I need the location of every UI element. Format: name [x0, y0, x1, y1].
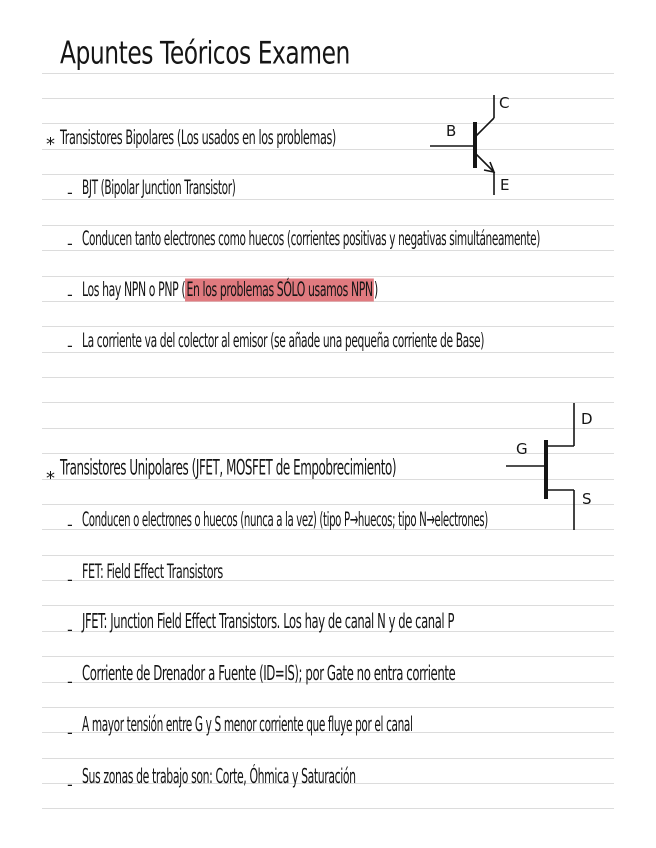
emitter-label: E — [500, 176, 510, 194]
collector-label: C — [499, 94, 510, 112]
bullet-dash: - — [67, 672, 73, 691]
page-title: Apuntes Teóricos Examen — [60, 35, 350, 72]
bullet-dash: - — [67, 515, 73, 534]
jfet-line: JFET: Junction Field Effect Transistors. Los hay de canal N y de canal P — [82, 610, 455, 634]
conduction-line: Conducen tanto electrones como huecos (corrientes positivas y negativas simultáneamente) — [82, 227, 540, 251]
bullet-dash: - — [67, 234, 73, 253]
fet-line: FET: Field Effect Transistors — [82, 560, 223, 584]
bjt-line: BJT (Bipolar Junction Transistor) — [82, 176, 236, 200]
gate-label: G — [516, 440, 528, 458]
section-heading-unipolar: Transistores Unipolares (JFET, MOSFET de Empobrecimiento) — [60, 455, 397, 481]
npn-pnp-text: Los hay NPN o PNP ( — [82, 278, 186, 302]
bullet-star: * — [46, 468, 55, 489]
bullet-dash: - — [67, 620, 73, 639]
bullet-dash: - — [67, 570, 73, 589]
voltage-current-line: A mayor tensión entre G y S menor corriente que fluye por el canal — [82, 713, 413, 737]
drain-label: D — [581, 410, 593, 428]
bullet-dash: - — [67, 775, 73, 794]
highlight-npn: En los problemas SÓLO usamos NPN — [186, 278, 373, 302]
bullet-dash: - — [67, 723, 73, 742]
collector-emitter-line: La corriente va del colector al emisor (se añade una pequeña corriente de Base) — [82, 329, 485, 353]
work-zones-line: Sus zonas de trabajo son: Corte, Óhmica y Saturación — [82, 765, 356, 789]
bullet-dash: - — [67, 183, 73, 202]
section-heading-bipolar: Transistores Bipolares (Los usados en los problemas) — [60, 126, 336, 150]
bullet-dash: - — [67, 336, 73, 355]
carriers-line: Conducen o electrones o huecos (nunca a la vez) (tipo P→huecos; tipo N→electrones) — [82, 508, 488, 532]
bullet-star: * — [46, 134, 55, 155]
base-label: B — [446, 122, 457, 140]
npn-pnp-close: ) — [373, 278, 378, 302]
source-label: S — [582, 490, 592, 508]
bullet-dash: - — [67, 285, 73, 304]
drain-source-line: Corriente de Drenador a Fuente (ID=IS); por Gate no entra corriente — [82, 662, 456, 686]
